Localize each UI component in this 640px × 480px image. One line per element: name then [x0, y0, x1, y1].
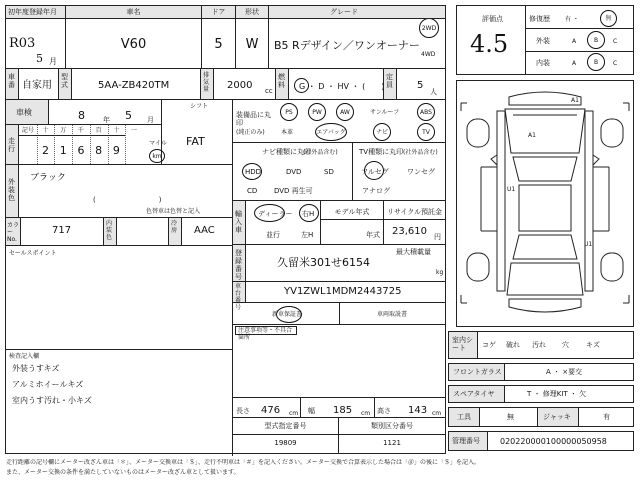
navi-item-hdd: HDD: [245, 168, 262, 176]
capacity-unit: 人: [430, 88, 437, 96]
mileage-divider: [125, 125, 126, 164]
mileage-divider: [108, 125, 109, 164]
mgmt-label: 管理番号: [452, 437, 480, 445]
first-reg-month-unit: 月: [49, 57, 57, 66]
shift-value: FAT: [186, 135, 205, 148]
equipment-item: [308, 103, 326, 121]
car-name-label: 車名: [126, 8, 141, 16]
repair-options: 有 ・: [565, 16, 579, 23]
mileage-digit-label: 記号: [21, 127, 34, 134]
model-year-label: モデル年式: [334, 208, 370, 216]
exterior-grade-a: A: [572, 38, 577, 45]
plate-type: 自家用: [22, 80, 52, 91]
chassis-label: 車台番号: [235, 283, 242, 311]
navi-item-cd: CD: [247, 187, 258, 195]
exterior-grade-b: B: [593, 36, 599, 44]
mileage-digit-label: 一: [131, 127, 138, 134]
equipment-item: [370, 109, 399, 116]
import-parallel: 並行: [266, 231, 280, 239]
color-no-label: カラーNo.: [7, 222, 20, 243]
drive: 2WD: [421, 24, 437, 32]
mileage-digit-label: 十: [113, 127, 120, 134]
equipment-item: [280, 103, 298, 121]
mileage-digit-label: 万: [60, 127, 67, 134]
doors-label: ドア: [211, 8, 226, 16]
height: 143: [408, 405, 428, 416]
footer-line-2: また、メーター交換の条件を満たしていないものはメーター改ざん車として扱います。: [6, 469, 240, 476]
spare-label: スペアタイヤ: [453, 390, 495, 398]
navi-item-dvd-play: DVD 再生可: [274, 187, 313, 195]
equipment-item: [417, 103, 435, 121]
mgmt-value: 020220000100000050958: [500, 437, 607, 446]
tv-item-fullseg: フルセグ: [361, 168, 389, 176]
inspection-label: 車検: [16, 108, 32, 117]
inspector-label: 検査記入欄: [9, 353, 40, 360]
navi-item-sd: SD: [324, 168, 334, 176]
navi-note: (社外品含む): [303, 149, 338, 156]
mileage-digit: 8: [95, 144, 103, 157]
tv-item-oneseg: ワンセグ: [407, 168, 435, 176]
interior-grade-b: B: [593, 58, 599, 66]
diagram-label-u1-right: U1: [584, 241, 593, 248]
interior-sheet-item: 穴: [562, 341, 569, 349]
length-unit: cm: [289, 410, 299, 417]
inspection-year-unit: 年: [103, 116, 110, 124]
mileage-digit-label: 百: [95, 127, 102, 134]
exterior-color: ブラック: [30, 173, 66, 183]
equipment-item-label: PW: [312, 108, 322, 116]
equipment-item-label: AW: [340, 108, 350, 116]
windshield-options: A ・ ×要交: [546, 368, 583, 376]
inspection-month: 5: [125, 109, 132, 122]
sales-point-label: セールスポイント: [9, 250, 57, 257]
shape-label: 形状: [245, 8, 259, 16]
repair-selected-circle: [600, 10, 617, 27]
mileage-divider: [90, 125, 91, 164]
interior-sheet-item: キズ: [586, 341, 600, 349]
height-label: 高さ: [377, 407, 391, 415]
interior-grade-a: A: [572, 60, 577, 67]
tv-note: (社外品含む): [403, 149, 438, 156]
jack-label: ジャッキ: [543, 413, 571, 421]
inspection-year: 8: [78, 109, 85, 122]
mileage-digit-label: 十: [42, 127, 49, 134]
mileage-label: 走行: [8, 137, 15, 153]
footer-line-1: 走行距離の記号欄にメーター改ざん車は「＊」、メーター交換車は「＄」、走行不明車は「＃」を記入ください。メーター交換で合算表示した場合は「＠」の後に「＄」を記入。: [6, 459, 481, 466]
type-no: 19809: [274, 439, 297, 447]
drive-2wd-circle: [419, 18, 439, 38]
cooler-label: 冷房: [171, 220, 178, 234]
import-handle-l: 左H: [301, 231, 314, 239]
mileage-divider: [54, 125, 55, 164]
mileage-digit-label: 千: [77, 127, 84, 134]
equipment-item-label: 本革: [281, 129, 294, 136]
repair-label: 修復歴: [529, 15, 550, 23]
model: 5AA-ZB420TM: [98, 80, 170, 91]
mileage-digit: 2: [42, 144, 50, 157]
car-name: V60: [120, 37, 147, 52]
capacity: 5: [417, 80, 424, 91]
recycle-label: リサイクル預託金: [386, 208, 443, 216]
length-label: 長さ: [236, 407, 250, 415]
score: 4.5: [470, 30, 509, 58]
tools-label: 工具: [457, 413, 471, 421]
capacity-label: 定員: [386, 73, 393, 89]
recycle: 23,610: [392, 226, 427, 237]
exterior-paren: ( ): [93, 196, 162, 204]
recycle-unit: 円: [434, 233, 441, 241]
inspection-month-unit: 月: [147, 116, 154, 124]
caution-label: 注意事項等・不具合箇所: [235, 326, 297, 335]
displacement: 2000: [227, 80, 253, 91]
class-no: 1121: [383, 439, 401, 447]
inspector-line-3: 室内うす汚れ・小キズ: [12, 396, 92, 405]
registration-label: 登録番号: [235, 249, 242, 281]
fuel-options: G ・ D ・ HV ・ ( ): [299, 82, 385, 91]
displacement-label: 排気量: [203, 72, 210, 93]
mileage-digit: 1: [59, 144, 67, 157]
equipment-item: [315, 123, 347, 141]
grade-label: グレード: [330, 8, 358, 16]
interior-sheet-item: 汚れ: [532, 341, 546, 349]
interior-grade-c: C: [613, 60, 618, 67]
exterior-label: 外装色: [8, 178, 15, 202]
load-unit: kg: [436, 269, 444, 276]
mileage-divider: [37, 125, 38, 164]
interior-color-label: 内装色: [106, 220, 113, 241]
cert-warranty: 新車保証書: [272, 311, 303, 318]
width: 185: [333, 405, 353, 416]
interior-grade-b-circle: [587, 53, 605, 71]
import-label: 輸入車: [235, 210, 242, 234]
tv-label: TV種類に丸印: [359, 148, 404, 156]
interior-grade-label: 内装: [536, 59, 550, 67]
interior-sheet-item: コゲ: [482, 341, 496, 349]
tools-value: 無: [507, 413, 514, 421]
height-unit: cm: [432, 410, 442, 417]
class-no-label: 類別区分番号: [371, 422, 413, 430]
exterior-grade-b-circle: [587, 31, 605, 49]
shift-label: シフト: [190, 103, 209, 110]
repair-selected: 無: [605, 15, 612, 22]
doors: 5: [214, 37, 223, 52]
exterior-grade-c: C: [613, 38, 618, 45]
import-dealer: ディーラー: [258, 210, 293, 218]
first-reg-label: 初年度登録年月: [8, 8, 57, 16]
equipment-item-label: エアバック: [316, 128, 346, 136]
import-handle-r: 右H: [302, 210, 315, 218]
exterior-note: 色替車は色替と記入: [146, 208, 201, 215]
drive-alt: 4WD: [421, 51, 436, 58]
interior-sheet-item: 破れ: [506, 341, 520, 349]
navi-label: ナビ種類に丸印: [262, 148, 311, 156]
load-label: 最大積載量: [396, 248, 431, 256]
mileage-unit-km-circle: [149, 149, 165, 163]
grade: B5 Rデザイン／ワンオーナー: [274, 39, 420, 52]
score-label: 評価点: [482, 15, 503, 23]
model-year-unit: 年式: [366, 231, 380, 239]
damage-diagram: [456, 80, 634, 327]
first-reg-era: R03: [9, 36, 36, 51]
diagram-label-u1-left: U1: [507, 186, 516, 193]
equipment-item-label: PS: [285, 108, 293, 116]
equipment-item-label: ナビ: [375, 128, 388, 136]
cert-manual: 車両取説書: [377, 311, 408, 318]
interior-sheet-label: 室内シート: [452, 336, 473, 352]
registration: 久留米301せ6154: [277, 256, 370, 269]
plate-type-label: 車番: [8, 73, 15, 89]
equipment-sub: (純正のみ): [236, 129, 265, 136]
mileage-digit: 9: [112, 144, 120, 157]
tv-item-analog: アナログ: [362, 187, 390, 195]
diagram-label-a1-top: A1: [571, 97, 579, 104]
model-label: 型式: [61, 73, 68, 89]
color-no: 717: [52, 225, 72, 236]
type-no-label: 型式指定番号: [264, 422, 307, 430]
mileage-unit-km: km: [152, 152, 162, 160]
equipment-item: [281, 129, 293, 136]
first-reg-month: 5: [36, 52, 43, 65]
mileage-unit-mile: マイル: [149, 140, 167, 147]
inspector-line-1: 外装うすキズ: [12, 364, 60, 373]
mileage-divider: [72, 125, 73, 164]
exterior-grade-label: 外装: [536, 37, 550, 45]
jack-value: 有: [603, 413, 610, 421]
width-label: 幅: [308, 407, 315, 415]
displacement-unit: cc: [265, 87, 273, 95]
equipment-item: [336, 103, 354, 121]
cooler: AAC: [194, 225, 215, 236]
equipment-item: [373, 123, 391, 141]
equipment-item-label: TV: [422, 128, 430, 136]
windshield-label: フロントガラス: [453, 368, 502, 376]
navi-item-dvd: DVD: [286, 168, 302, 176]
chassis: YV1ZWL1MDM2443725: [284, 286, 402, 297]
length: 476: [261, 405, 281, 416]
diagram-label-a1-left: A1: [528, 132, 536, 139]
spare-options: T ・ 修理KIT ・ 欠: [527, 390, 587, 398]
equipment-label: 装備品に丸印: [236, 111, 271, 127]
shape: W: [245, 37, 259, 52]
car-diagram-svg: [457, 81, 633, 326]
equipment-item-label: サンルーフ: [370, 109, 400, 116]
fuel-label: 燃料: [278, 73, 285, 89]
width-unit: cm: [361, 410, 371, 417]
equipment-item: [417, 123, 435, 141]
inspector-line-2: アルミホイールキズ: [12, 380, 84, 389]
equipment-item-label: ABS: [420, 108, 432, 116]
mileage-digit: 6: [77, 144, 85, 157]
